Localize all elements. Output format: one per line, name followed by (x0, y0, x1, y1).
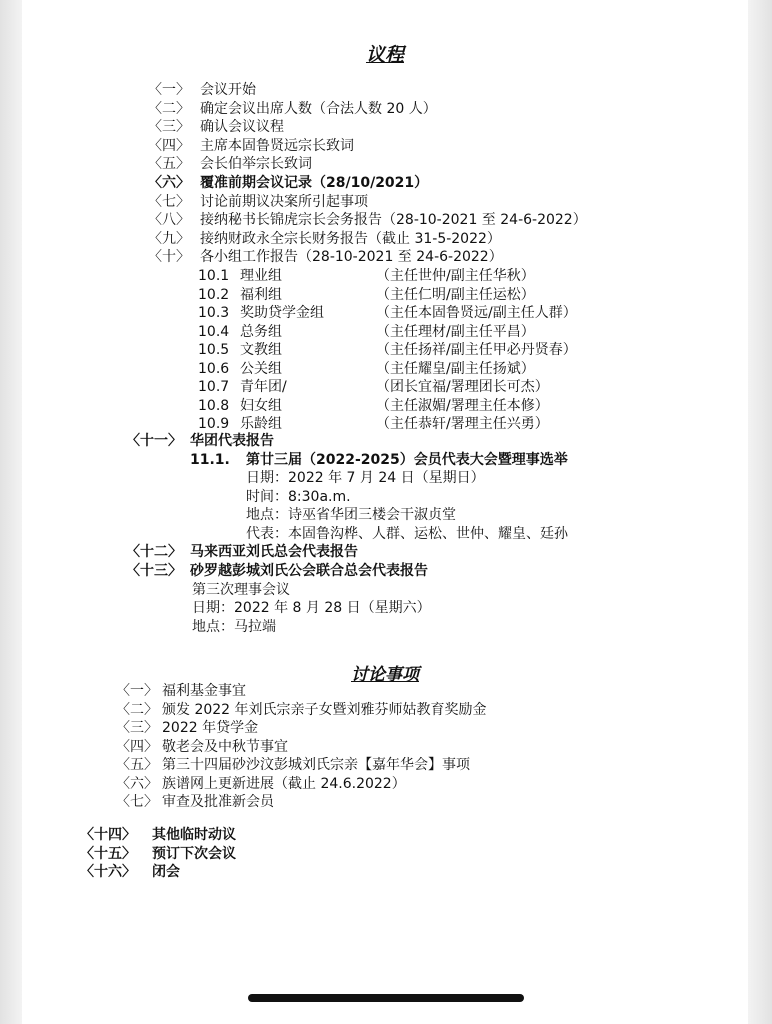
agenda-item-text: 讨论前期议决案所引起事项 (200, 193, 368, 210)
group-leader: （主任耀皇/副主任扬斌） (376, 360, 535, 377)
agenda-item-number: 〈四〉 (148, 137, 190, 154)
discussion-item-number: 〈三〉 (116, 720, 158, 736)
group-name: 公关组 (240, 360, 282, 377)
group-leader: （主任淑媚/署理主任本修） (376, 397, 549, 414)
agenda-item-number: 〈十三〉 (126, 563, 182, 579)
group-leader: （主任理材/副主任平昌） (376, 323, 535, 340)
agenda-item-text: 确定会议出席人数（合法人数 20 人） (200, 100, 437, 117)
group-name: 总务组 (240, 323, 282, 340)
discussion-item-text: 审查及批准新会员 (162, 794, 274, 810)
item-13-date: 日期：2022 年 8 月 28 日（星期六） (192, 600, 431, 616)
discussion-item-text: 2022 年贷学金 (162, 720, 259, 736)
group-leader: （主任仁明/副主任运松） (376, 286, 535, 303)
group-num: 10.8 (198, 397, 230, 414)
agenda-item-number: 〈七〉 (148, 193, 190, 210)
agenda-title: 议程 (365, 44, 404, 66)
agenda-item-text: 马来西亚刘氏总会代表报告 (190, 544, 358, 560)
group-name: 妇女组 (240, 397, 282, 414)
group-num: 10.6 (198, 360, 230, 377)
group-num: 10.5 (198, 342, 230, 358)
group-num: 10.7 (198, 379, 230, 395)
group-num: 10.4 (198, 323, 230, 340)
group-leader: （主任世仲/副主任华秋） (376, 268, 535, 284)
discussion-item-text: 福利基金事宜 (162, 683, 246, 699)
agenda-item-text: 主席本固鲁贤远宗长致词 (200, 137, 354, 154)
group-name: 文教组 (240, 342, 282, 358)
group-name: 理业组 (240, 268, 282, 284)
discussion-item-number: 〈二〉 (116, 701, 158, 718)
agenda-item-text: 砂罗越彭城刘氏公会联合总会代表报告 (190, 563, 428, 579)
group-leader: （主任扬祥/副主任甲必丹贤春） (376, 342, 577, 358)
agenda-item-text: 接纳秘书长锦虎宗长会务报告（28-10-2021 至 24-6-2022） (200, 212, 587, 229)
group-num: 10.1 (198, 268, 230, 284)
closing-item-number: 〈十五〉 (80, 845, 136, 862)
closing-item-text: 预订下次会议 (152, 845, 236, 862)
discussion-item-text: 颁发 2022 年刘氏宗亲子女暨刘雅芬师姑教育奖励金 (162, 701, 487, 718)
item-11-1-date: 日期：2022 年 7 月 24 日（星期日） (246, 470, 485, 486)
group-name: 青年团/ (240, 379, 287, 395)
agenda-item-text: 会议开始 (200, 82, 256, 98)
item-11-1-number: 11.1. (190, 452, 230, 468)
discussion-item-number: 〈一〉 (116, 683, 158, 699)
left-margin (0, 0, 22, 1024)
agenda-item-number: 〈八〉 (148, 212, 190, 229)
agenda-item-number: 〈十一〉 (126, 433, 182, 449)
document-page (22, 0, 748, 1024)
right-margin (748, 0, 772, 1024)
group-name: 乐龄组 (240, 416, 282, 432)
discussion-item-text: 族谱网上更新进展（截止 24.6.2022） (162, 775, 406, 792)
closing-item-text: 闭会 (152, 864, 180, 880)
group-num: 10.9 (198, 416, 230, 432)
item-11-1-representatives: 代表：本固鲁沟桦、人群、运松、世仲、耀皇、廷孙 (246, 526, 568, 542)
agenda-item-text: 确认会议议程 (200, 119, 284, 136)
agenda-item-text: 覆准前期会议记录（28/10/2021） (200, 175, 429, 191)
agenda-item-text: 会长伯举宗长致词 (200, 156, 312, 173)
discussion-item-text: 敬老会及中秋节事宜 (162, 738, 288, 755)
discussion-item-number: 〈七〉 (116, 794, 158, 810)
agenda-item-number: 〈十〉 (148, 249, 190, 266)
agenda-item-number: 〈三〉 (148, 119, 190, 136)
group-leader: （主任本固鲁贤远/副主任人群） (376, 305, 577, 321)
group-num: 10.2 (198, 286, 230, 303)
agenda-item-number: 〈二〉 (148, 100, 190, 117)
item-11-1-venue: 地点：诗巫省华团三楼会干淑贞堂 (246, 507, 456, 523)
item-11-1-time: 时间：8:30a.m. (246, 489, 351, 505)
agenda-item-number: 〈一〉 (148, 82, 190, 98)
agenda-item-number: 〈九〉 (148, 230, 190, 247)
agenda-item-text: 华团代表报告 (190, 433, 274, 449)
closing-item-number: 〈十六〉 (80, 864, 136, 880)
discussion-title: 讨论事项 (351, 665, 419, 685)
group-name: 福利组 (240, 286, 282, 303)
group-num: 10.3 (198, 305, 230, 321)
agenda-item-number: 〈五〉 (148, 156, 190, 173)
discussion-item-number: 〈六〉 (116, 775, 158, 792)
agenda-item-text: 接纳财政永全宗长财务报告（截止 31-5-2022） (200, 230, 501, 247)
group-leader: （团长宜福/署理团长可杰） (376, 379, 549, 395)
agenda-item-number: 〈十二〉 (126, 544, 182, 560)
closing-item-number: 〈十四〉 (80, 827, 136, 843)
closing-item-text: 其他临时动议 (152, 827, 236, 843)
agenda-item-text: 各小组工作报告（28-10-2021 至 24-6-2022） (200, 249, 503, 266)
group-name: 奖助贷学金组 (240, 305, 324, 321)
agenda-item-number: 〈六〉 (148, 175, 190, 191)
item-11-1-title: 第廿三届（2022-2025）会员代表大会暨理事选举 (246, 452, 568, 468)
discussion-item-number: 〈四〉 (116, 738, 158, 755)
group-leader: （主任恭轩/署理主任兴勇） (376, 416, 549, 432)
discussion-item-text: 第三十四届砂沙汶彭城刘氏宗亲【嘉年华会】事项 (162, 757, 470, 773)
item-13-venue: 地点：马拉端 (192, 619, 276, 635)
item-13-meeting: 第三次理事会议 (192, 582, 290, 598)
discussion-item-number: 〈五〉 (116, 757, 158, 773)
home-indicator[interactable] (248, 994, 524, 1002)
